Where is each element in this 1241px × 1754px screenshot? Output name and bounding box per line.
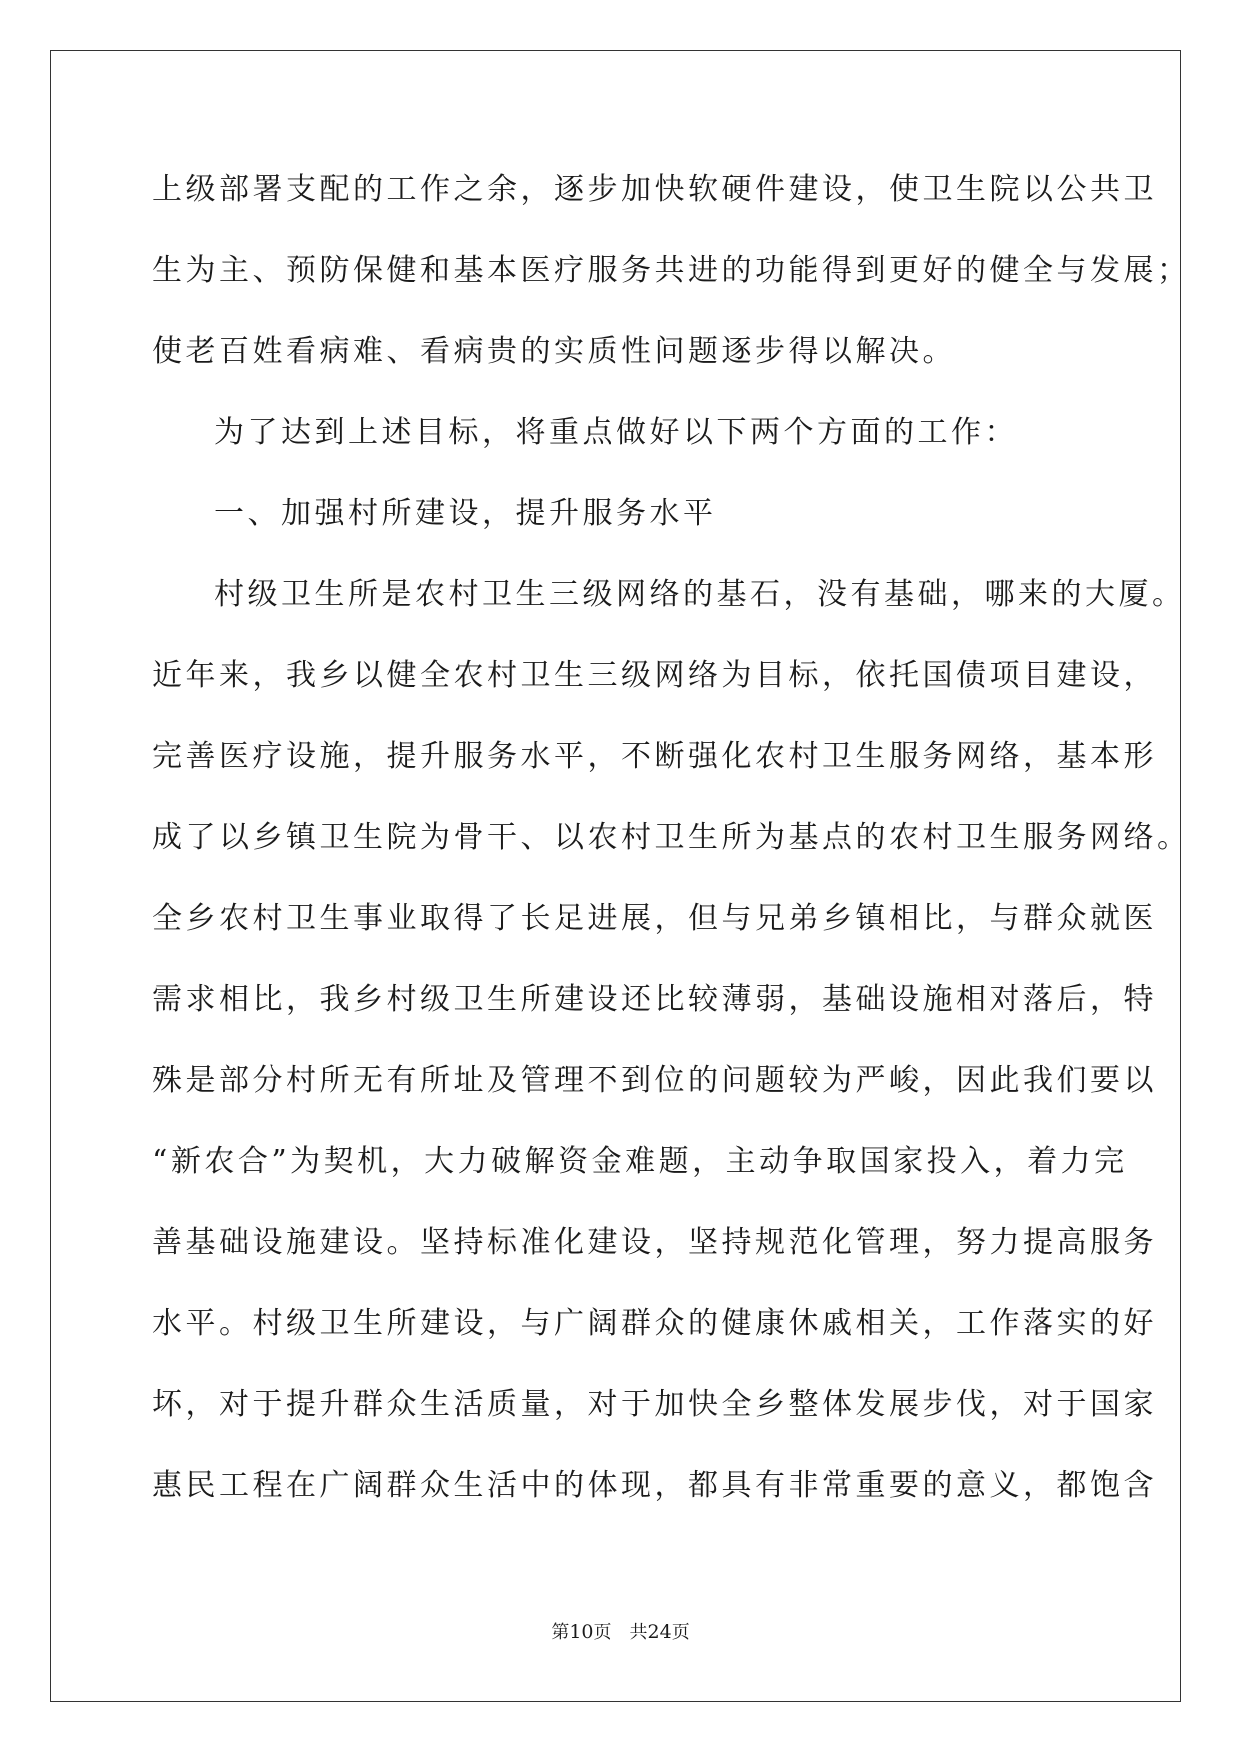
text-line: 坏，对于提升群众生活质量，对于加快全乡整体发展步伐，对于国家 — [152, 1387, 1157, 1422]
text-line: 上级部署支配的工作之余，逐步加快软硬件建设，使卫生院以公共卫 — [152, 172, 1157, 207]
current-page-number: 10 — [569, 1621, 594, 1643]
paragraph-first-line: 为了达到上述目标，将重点做好以下两个方面的工作： — [214, 415, 1018, 450]
text-line: “新农合”为契机，大力破解资金难题，主动争取国家投入，着力完 — [152, 1144, 1128, 1179]
text-line: 水平。村级卫生所建设，与广阔群众的健康休戚相关，工作落实的好 — [152, 1306, 1157, 1341]
text-line: 近年来，我乡以健全农村卫生三级网络为目标，依托国债项目建设， — [152, 658, 1157, 693]
text-line: 使老百姓看病难、看病贵的实质性问题逐步得以解决。 — [152, 334, 956, 369]
total-page-count: 24 — [647, 1621, 672, 1643]
footer-middle: 页 共 — [593, 1622, 648, 1643]
section-heading: 一、加强村所建设，提升服务水平 — [214, 496, 717, 531]
text-line: 善基础设施建设。坚持标准化建设，坚持规范化管理，努力提高服务 — [152, 1225, 1157, 1260]
text-line: 殊是部分村所无有所址及管理不到位的问题较为严峻，因此我们要以 — [152, 1063, 1157, 1098]
text-line: 成了以乡镇卫生院为骨干、以农村卫生所为基点的农村卫生服务网络。 — [152, 820, 1191, 855]
footer-prefix: 第 — [551, 1622, 570, 1643]
page-number-footer — [0, 1618, 1241, 1644]
document-body — [152, 162, 1191, 1539]
text-line: 需求相比，我乡村级卫生所建设还比较薄弱，基础设施相对落后，特 — [152, 982, 1157, 1017]
text-line: 全乡农村卫生事业取得了长足进展，但与兄弟乡镇相比，与群众就医 — [152, 901, 1157, 936]
text-line: 生为主、预防保健和基本医疗服务共进的功能得到更好的健全与发展； — [152, 253, 1191, 288]
footer-suffix: 页 — [671, 1622, 690, 1643]
text-line: 惠民工程在广阔群众生活中的体现，都具有非常重要的意义，都饱含 — [152, 1468, 1157, 1503]
text-line: 完善医疗设施，提升服务水平，不断强化农村卫生服务网络，基本形 — [152, 739, 1157, 774]
paragraph-first-line: 村级卫生所是农村卫生三级网络的基石，没有基础，哪来的大厦。 — [214, 577, 1186, 612]
